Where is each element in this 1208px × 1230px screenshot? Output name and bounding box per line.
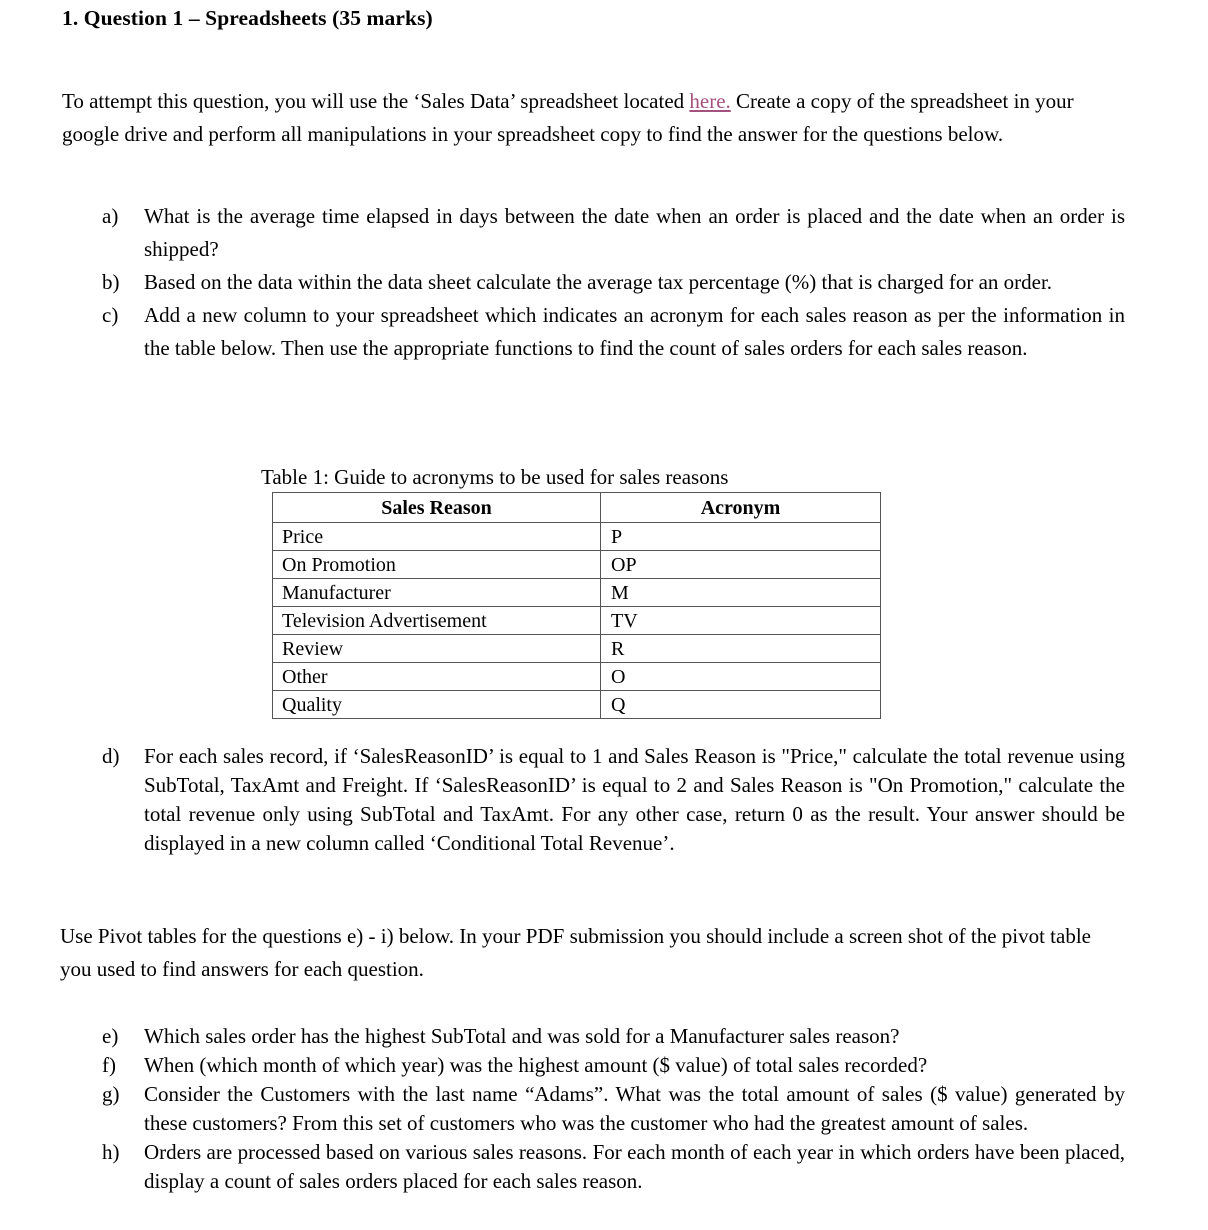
cell-acronym: P — [601, 523, 881, 551]
cell-sales-reason: Other — [273, 663, 601, 691]
cell-acronym: TV — [601, 607, 881, 635]
column-header-sales-reason: Sales Reason — [273, 493, 601, 523]
list-item-marker: d) — [102, 744, 120, 768]
table-row — [273, 663, 881, 691]
question-list-d — [60, 742, 1125, 858]
cell-sales-reason: Quality — [273, 691, 601, 719]
cell-acronym: Q — [601, 691, 881, 719]
list-item-text: Which sales order has the highest SubTotal and was sold for a Manufacturer sales reason? — [144, 1024, 900, 1048]
list-item-marker: c) — [102, 303, 119, 327]
list-item-marker: b) — [102, 270, 120, 294]
table-row — [273, 607, 881, 635]
intro-text-before-link: To attempt this question, you will use the ‘Sales Data’ spreadsheet located — [62, 89, 690, 113]
cell-sales-reason: Manufacturer — [273, 579, 601, 607]
list-item-text: When (which month of which year) was the highest amount ($ value) of total sales recorded? — [144, 1053, 928, 1077]
table-row — [273, 579, 881, 607]
cell-sales-reason: Price — [273, 523, 601, 551]
list-item-text: For each sales record, if ‘SalesReasonID’ is equal to 1 and Sales Reason is "Price," calculate the total revenue using SubTotal, TaxAmt and Freight. If ‘SalesReasonID’ is equal to 2 and Sales Reason is "On Promotion," calculate the total revenue only using SubTotal and TaxAmt. For any other case, return 0 as the result. Your answer should be displayed in a new column called ‘Conditional Total Revenue’. — [144, 744, 1125, 855]
list-item — [60, 200, 1125, 266]
list-item — [60, 1138, 1125, 1196]
list-item — [60, 742, 1125, 858]
cell-acronym: O — [601, 663, 881, 691]
question-list-efgh — [60, 1022, 1125, 1196]
intro-text-after-link: Create a copy of the spreadsheet in your google drive and perform all manipulations in your spreadsheet copy to find the answer for the questions below. — [62, 89, 1074, 146]
acronym-table-block — [260, 464, 881, 719]
table-row — [273, 551, 881, 579]
question-list-abc — [60, 200, 1125, 365]
table-row — [273, 523, 881, 551]
list-item — [60, 1080, 1125, 1138]
list-item — [60, 266, 1125, 299]
list-item-marker: a) — [102, 204, 119, 228]
column-header-acronym: Acronym — [601, 493, 881, 523]
list-item-text: Consider the Customers with the last name “Adams”. What was the total amount of sales ($ value) generated by these customers? From this set of customers who was the customer who had the greatest amount of sales. — [144, 1082, 1125, 1135]
table-caption: Table 1: Guide to acronyms to be used for sales reasons — [261, 465, 729, 489]
list-item-text: Add a new column to your spreadsheet which indicates an acronym for each sales reason as per the information in the table below. Then use the appropriate functions to find the count of sales orders for each sales reason. — [144, 303, 1125, 360]
list-item-marker: e) — [102, 1024, 119, 1048]
acronym-table — [272, 492, 881, 719]
cell-sales-reason: On Promotion — [273, 551, 601, 579]
list-item — [60, 1022, 1125, 1051]
cell-sales-reason: Television Advertisement — [273, 607, 601, 635]
sales-data-here-link[interactable]: here. — [689, 89, 731, 113]
pivot-table-note: Use Pivot tables for the questions e) - i) below. In your PDF submission you should include a screen shot of the pivot table you used to find answers for each question. — [60, 924, 1091, 981]
cell-sales-reason: Review — [273, 635, 601, 663]
list-item-marker: h) — [102, 1140, 120, 1164]
list-item — [60, 1051, 1125, 1080]
intro-paragraph — [62, 85, 1125, 151]
table-header-row — [273, 493, 881, 523]
list-item-text: Orders are processed based on various sales reasons. For each month of each year in which orders have been placed, display a count of sales orders placed for each sales reason. — [144, 1140, 1125, 1193]
cell-acronym: R — [601, 635, 881, 663]
cell-acronym: OP — [601, 551, 881, 579]
table-row — [273, 635, 881, 663]
list-item-text: What is the average time elapsed in days between the date when an order is placed and the date when an order is shipped? — [144, 204, 1125, 261]
list-item — [60, 299, 1125, 365]
list-item-text: Based on the data within the data sheet calculate the average tax percentage (%) that is charged for an order. — [144, 270, 1053, 294]
page-title: 1. Question 1 – Spreadsheets (35 marks) — [62, 6, 433, 30]
cell-acronym: M — [601, 579, 881, 607]
list-item-marker: f) — [102, 1053, 116, 1077]
list-item-marker: g) — [102, 1082, 120, 1106]
table-row — [273, 691, 881, 719]
